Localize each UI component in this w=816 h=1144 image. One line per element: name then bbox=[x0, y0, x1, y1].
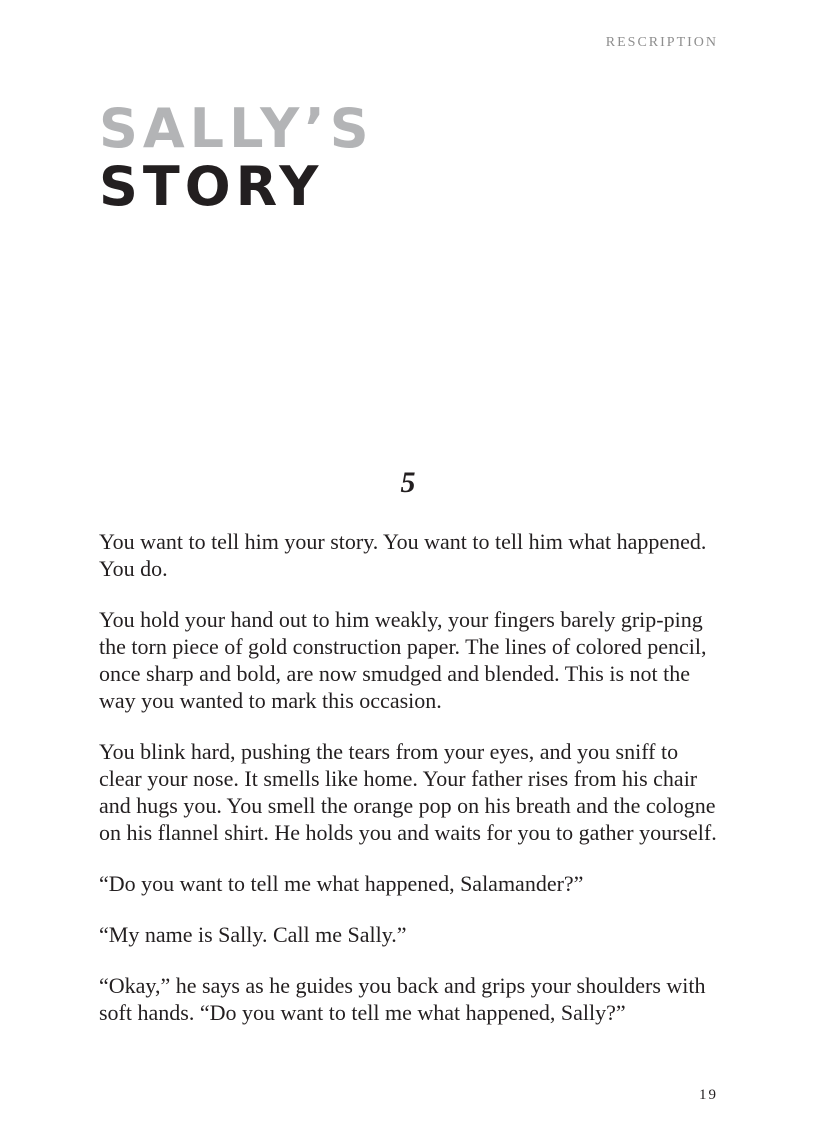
body-text bbox=[99, 528, 723, 1050]
paragraph: “My name is Sally. Call me Sally.” bbox=[99, 922, 407, 947]
paragraph: “Okay,” he says as he guides you back and grips your shoulders with soft hands. “Do you want to tell me what happened, Sally?” bbox=[99, 973, 706, 1025]
chapter-title bbox=[99, 97, 374, 218]
paragraph: You want to tell him your story. You want to tell him what happened. You do. bbox=[99, 529, 707, 581]
paragraph: “Do you want to tell me what happened, Salamander?” bbox=[99, 871, 584, 896]
section-number: 5 bbox=[400, 466, 416, 499]
page-number: 19 bbox=[699, 1087, 718, 1103]
paragraph: You blink hard, pushing the tears from your eyes, and you sniff to clear your nose. It smells like home. Your father rises from his chair and hugs you. You smell the orange pop on his breath and the cologne on his flannel shirt. He holds you and waits for you to gather yourself. bbox=[99, 739, 717, 845]
title-line-2: STORY bbox=[99, 155, 324, 218]
paragraph: You hold your hand out to him weakly, your fingers barely grip-ping the torn piece of gold construction paper. The lines of colored pencil, once sharp and bold, are now smudged and blended. This is not the way you wanted to mark this occasion. bbox=[99, 607, 707, 713]
title-line-1: SALLY’S bbox=[99, 97, 374, 160]
running-head: RESCRIPTION bbox=[605, 35, 718, 50]
